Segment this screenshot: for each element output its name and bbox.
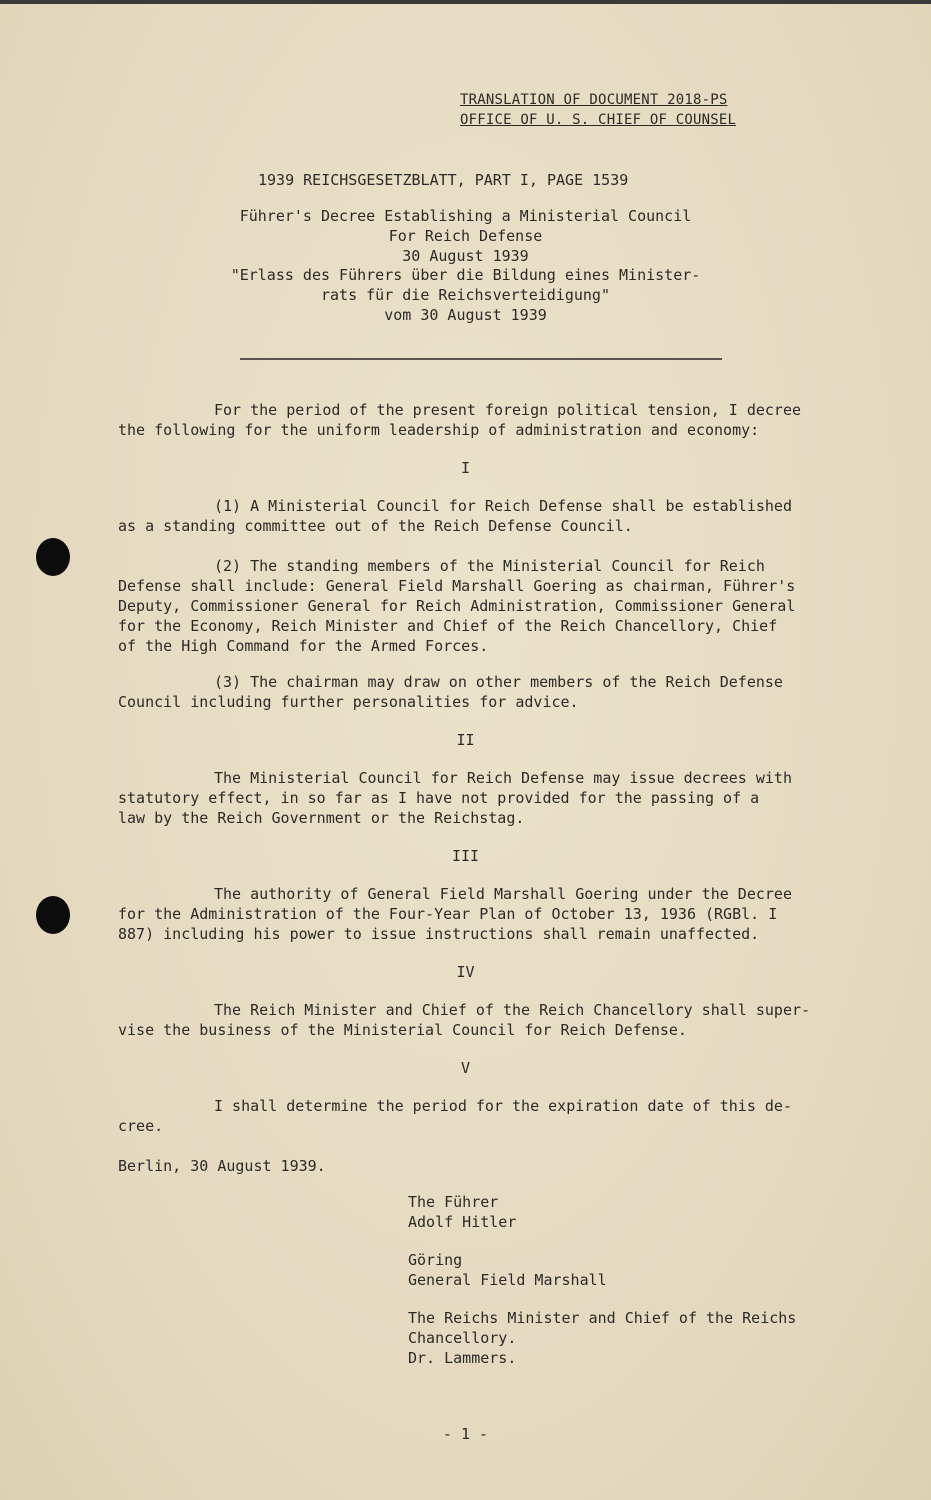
section-numeral: III (451, 847, 480, 865)
title-german: rats für die Reichsverteidigung" (321, 286, 610, 304)
citation: 1939 REICHSGESETZBLATT, PART I, PAGE 1539 (258, 171, 629, 189)
section-numeral: I (460, 459, 471, 477)
paragraph: (3) The chairman may draw on other members of the Reich Defense Council including further personalities for advice. (118, 673, 783, 711)
title-german-date: vom 30 August 1939 (384, 306, 547, 324)
paragraph: The Ministerial Council for Reich Defense may issue decrees with statutory effect, in so far as I have not provided for the passing of a law by the Reich Government or the Reichstag. (118, 769, 792, 827)
title-line: For Reich Defense (388, 227, 543, 245)
punch-hole (36, 896, 70, 934)
page-number: - 1 - (442, 1425, 489, 1443)
section-numeral: IV (456, 963, 475, 981)
title-date: 30 August 1939 (402, 247, 529, 265)
paragraph: (2) The standing members of the Ministerial Council for Reich Defense shall include: General Field Marshall Goering as chairman, Führer's Deputy, Commissioner General for Reich Administration, Commissioner General for the Economy, Reich Minister and Chief of the Reich Chancellory, Chief of the High Command for the Armed Forces. (118, 557, 796, 655)
divider-rule (240, 358, 722, 360)
signature-title: Chancellory. (408, 1329, 517, 1347)
scan-edge (0, 0, 931, 4)
title-line: Führer's Decree Establishing a Ministerial Council (239, 207, 692, 225)
section-numeral: V (460, 1059, 471, 1077)
translation-header: TRANSLATION OF DOCUMENT 2018-PS (460, 92, 728, 108)
paragraph: The Reich Minister and Chief of the Reich Chancellory shall super- vise the business of the Ministerial Council for Reich Defense. (118, 1001, 811, 1039)
title-german: "Erlass des Führers über die Bildung eines Minister- (230, 266, 701, 284)
signature-title: The Reichs Minister and Chief of the Reichs (408, 1309, 797, 1327)
punch-hole (36, 538, 70, 576)
signature-title: The Führer (408, 1193, 499, 1211)
paragraph: The authority of General Field Marshall Goering under the Decree for the Administration of the Four-Year Plan of October 13, 1936 (RGBl. I 887) including his power to issue instructions shall remain unaffected. (118, 885, 792, 943)
paragraph: I shall determine the period for the expiration date of this de- cree. (118, 1097, 792, 1135)
signature-name: Dr. Lammers. (408, 1349, 517, 1367)
signature-name: Adolf Hitler (408, 1213, 517, 1231)
office-header: OFFICE OF U. S. CHIEF OF COUNSEL (460, 112, 737, 128)
section-numeral: II (456, 731, 475, 749)
signature-name: Göring (408, 1251, 463, 1269)
signature-title: General Field Marshall (408, 1271, 607, 1289)
place-date: Berlin, 30 August 1939. (118, 1157, 326, 1175)
intro-paragraph: For the period of the present foreign political tension, I decree the following for the uniform leadership of administration and economy: (118, 401, 801, 439)
paragraph: (1) A Ministerial Council for Reich Defense shall be established as a standing committee out of the Reich Defense Council. (118, 497, 792, 535)
